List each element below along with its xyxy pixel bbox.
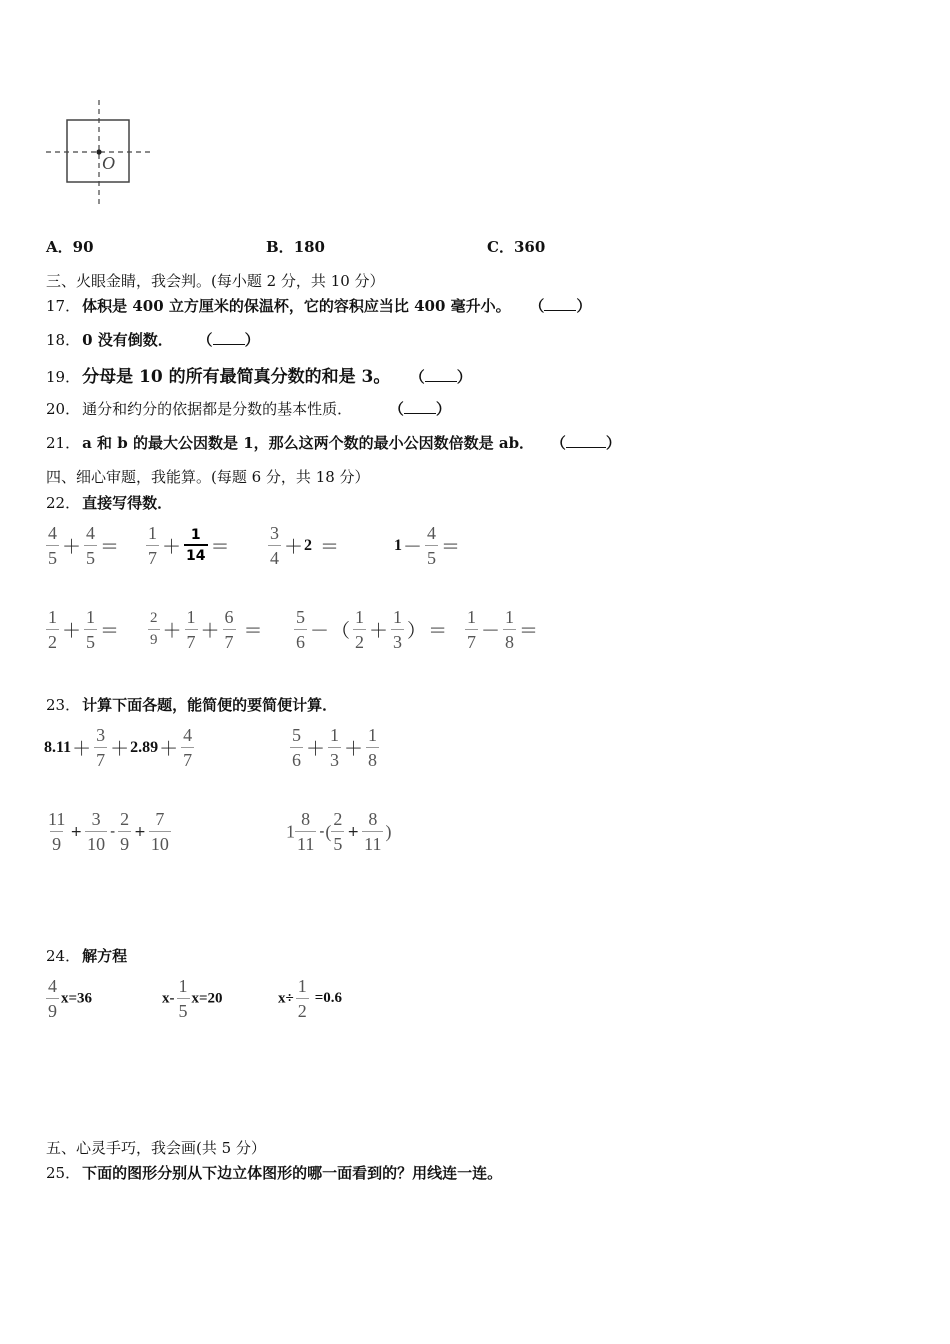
calc-22-7: $\frac{5}{6}$ － （ $\frac{1}{2}$ ＋ $\frac{1}{3}$ ） ＝ [296, 607, 448, 652]
choice-a: A．90 [46, 238, 94, 256]
choice-c: C．360 [487, 238, 546, 256]
square-symmetry-figure [44, 98, 154, 208]
question-19: 19． 分母是 10 的所有最简真分数的和是 3。 （ ） [46, 367, 472, 387]
equation-24-3: x÷ $\frac{1}{2}$ =0.6 [278, 976, 343, 1021]
section-5-title: 五、心灵手巧，我会画(共 5 分） [46, 1139, 266, 1157]
calc-23-3: $\frac{11}{9}$ + $\frac{3}{10}$ - $\frac{2}{9}$ + $\frac{7}{10}$ [48, 809, 169, 854]
calc-22-6: $\frac{2}{9}$ ＋ $\frac{1}{7}$ ＋ $\frac{6}{7}$ ＝ [150, 607, 263, 652]
calc-22-5: $\frac{1}{2}$ ＋ $\frac{1}{5}$ ＝ [48, 607, 120, 652]
question-25: 25． 下面的图形分别从下边立体图形的哪一面看到的？用线连一连。 [46, 1164, 503, 1182]
question-21: 21． a 和 b 的最大公因数是 1，那么这两个数的最小公因数倍数是 ab． （ ） [46, 434, 621, 452]
question-24: 24． 解方程 [46, 947, 128, 965]
calc-22-3: $\frac{3}{4}$ ＋2 ＝ [270, 523, 340, 568]
calc-23-4: 1 $\frac{8}{11}$ -( $\frac{2}{5}$ + $\frac{8}{11}$ ) [286, 809, 392, 854]
calc-22-1: $\frac{4}{5}$ ＋ $\frac{4}{5}$ ＝ [48, 523, 120, 568]
section-3-title: 三、火眼金睛，我会判。(每小题 2 分，共 10 分） [46, 272, 385, 290]
center-point [96, 149, 101, 154]
question-18: 18． 0 没有倒数． （ ） [46, 331, 260, 349]
calc-23-1: 8.11＋ $\frac{3}{7}$ ＋2.89＋ $\frac{4}{7}$ [44, 725, 193, 770]
calc-22-2: $\frac{1}{7}$ ＋ $\frac{1}{14}$ ＝ [148, 523, 230, 568]
question-23: 23． 计算下面各题，能简便的要简便计算． [46, 696, 338, 714]
calc-22-8: $\frac{1}{7}$ － $\frac{1}{8}$ ＝ [467, 607, 539, 652]
calc-23-2: $\frac{5}{6}$ ＋ $\frac{1}{3}$ ＋ $\frac{1}{8}$ [292, 725, 378, 770]
question-17: 17． 体积是 400 立方厘米的保温杯，它的容积应当比 400 毫升小。 （ ） [46, 297, 592, 315]
question-22: 22． 直接写得数． [46, 494, 173, 512]
equation-24-1: $\frac{4}{9}$ x=36 [48, 976, 93, 1021]
center-label: O [102, 153, 115, 173]
choice-b: B．180 [266, 238, 325, 256]
equation-24-2: x- $\frac{1}{5}$ x=20 [162, 976, 223, 1021]
calc-22-4: 1－ $\frac{4}{5}$ ＝ [394, 523, 461, 568]
section-4-title: 四、细心审题，我能算。(每题 6 分，共 18 分） [46, 468, 370, 486]
question-20: 20． 通分和约分的依据都是分数的基本性质． （ ） [46, 400, 451, 418]
